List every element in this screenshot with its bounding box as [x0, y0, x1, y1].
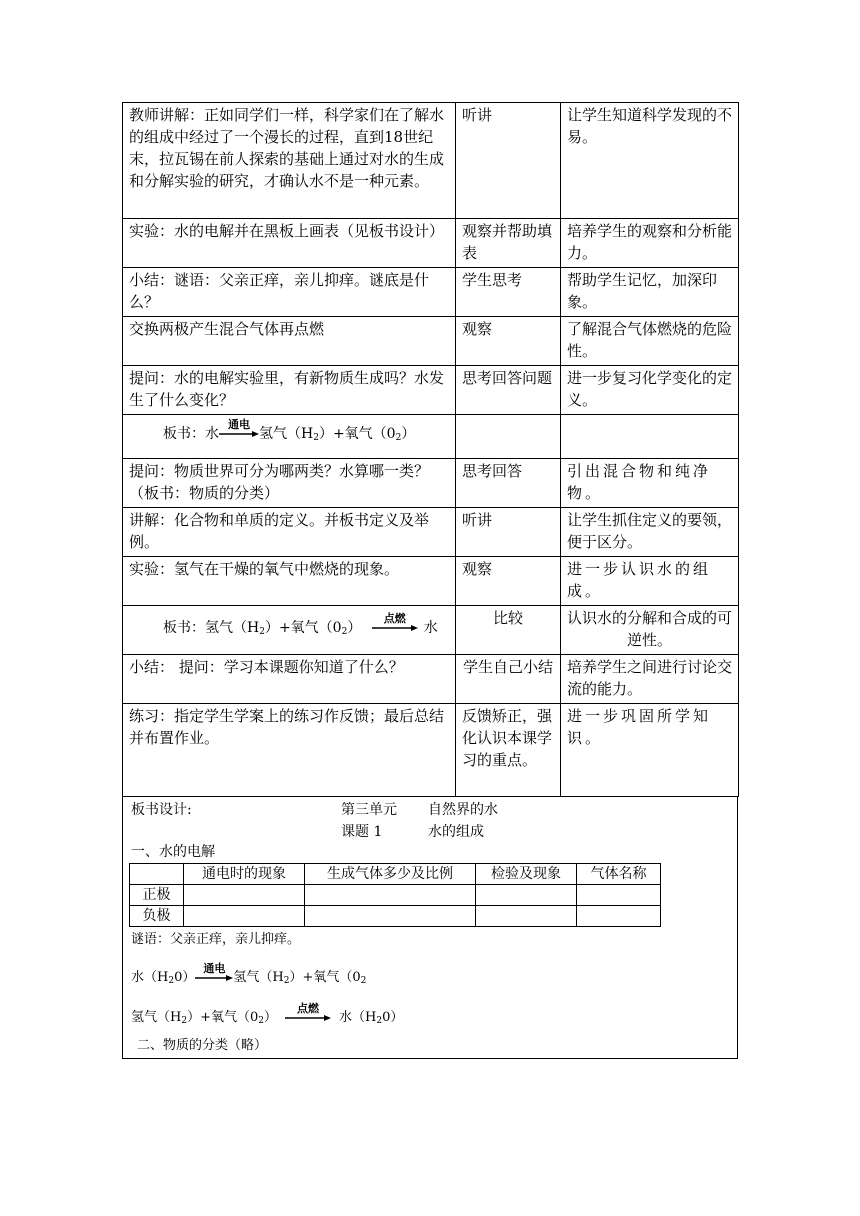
board-equation	[163, 418, 416, 443]
table-row	[130, 864, 661, 885]
empty-cell	[476, 885, 577, 906]
design-intent: 进一步认识水的组成。	[561, 557, 739, 606]
student-activity: 观察	[456, 317, 561, 366]
table-row	[123, 508, 739, 557]
board-equation-cell	[123, 415, 456, 459]
table-row	[123, 606, 739, 655]
table-row	[123, 557, 739, 606]
lesson-name: 水的组成	[428, 824, 484, 840]
water-label: 水	[423, 619, 438, 636]
close-paren: ）	[401, 426, 416, 442]
teacher-activity: 实验：水的电解并在黑板上画表（见板书设计）	[123, 219, 456, 268]
row-label: 负极	[130, 906, 184, 927]
teacher-activity: 小结： 提问：学习本课题你知道了什么？	[123, 655, 456, 704]
design-label: 板书设计:	[131, 802, 192, 818]
hydrogen-label: 氢气（H	[205, 619, 260, 636]
table-row	[123, 317, 739, 366]
section-heading: 二、物质的分类（略）	[137, 1038, 268, 1053]
equation-electrolysis	[131, 961, 367, 990]
teacher-activity: 实验：氢气在干燥的氧气中燃烧的现象。	[123, 557, 456, 606]
table-row	[123, 415, 739, 459]
design-intent: 让学生知道科学发现的不易。	[561, 103, 739, 219]
teacher-activity: 教师讲解：正如同学们一样，科学家们在了解水的组成中经过了一个漫长的过程，直到18世纪末，拉瓦锡在前人探索的基础上通过对水的生成和分解实验的研究，才确认水不是一种元素。	[123, 103, 456, 219]
design-intent	[561, 415, 739, 459]
equation-combustion	[131, 1001, 404, 1030]
unit-name: 自然界的水	[428, 802, 498, 818]
design-intent: 帮助学生记忆，加深印象。	[561, 268, 739, 317]
close-paren: ）	[347, 619, 362, 636]
design-intent: 了解混合气体燃烧的危险性。	[561, 317, 739, 366]
empty-cell	[305, 906, 476, 927]
empty-cell	[476, 906, 577, 927]
board-design-section	[122, 797, 738, 1059]
table-row	[123, 704, 739, 797]
oxygen-label: ）+氧气（0	[318, 426, 396, 442]
water-formula: 水（H	[131, 970, 169, 985]
riddle-text: 谜语：父亲正痒，亲儿抑痒。	[131, 932, 301, 947]
water-label: 水	[205, 426, 219, 442]
teacher-activity: 提问：物质世界可分为哪两类？水算哪一类？（板书：物质的分类）	[123, 459, 456, 508]
table-row	[130, 885, 661, 906]
empty-cell	[305, 885, 476, 906]
design-intent: 让学生抓住定义的要领，便于区分。	[561, 508, 739, 557]
subscript: 2	[181, 1016, 188, 1026]
close-paren: 0）	[382, 1010, 404, 1025]
table-row	[123, 655, 739, 704]
student-activity: 思考回答问题	[456, 366, 561, 415]
oxygen-label: ）+氧气（0	[264, 619, 342, 636]
empty-cell	[184, 906, 305, 927]
board-label: 板书：	[163, 619, 205, 636]
water-formula: 水（H	[339, 1010, 377, 1025]
teacher-activity: 讲解：化合物和单质的定义。并板书定义及举例。	[123, 508, 456, 557]
student-activity: 学生思考	[456, 268, 561, 317]
oxygen-label: ）+氧气（0	[289, 970, 361, 985]
subscript: 2	[168, 976, 175, 986]
subscript: 2	[259, 626, 265, 637]
header-cell: 通电时的现象	[184, 864, 305, 885]
teacher-activity: 练习：指定学生学案上的练习作反馈；最后总结并布置作业。	[123, 704, 456, 797]
subscript: 2	[258, 1016, 264, 1026]
design-intent: 进一步复习化学变化的定义。	[561, 366, 739, 415]
empty-cell	[577, 906, 661, 927]
ignition-arrow	[372, 611, 418, 632]
empty-cell	[184, 885, 305, 906]
header-cell: 检验及现象	[476, 864, 577, 885]
teacher-activity: 交换两极产生混合气体再点燃	[123, 317, 456, 366]
header-cell: 气体名称	[577, 864, 661, 885]
design-intent: 培养学生的观察和分析能力。	[561, 219, 739, 268]
electrolysis-arrow	[219, 418, 259, 438]
student-activity: 听讲	[456, 508, 561, 557]
student-activity: 反馈矫正，强化认识本课学习的重点。	[456, 704, 561, 797]
unit-title: 第三单元	[341, 802, 397, 818]
section-heading: 一、水的电解	[131, 844, 215, 860]
observation-table	[129, 863, 661, 927]
teacher-activity: 提问：水的电解实验里，有新物质生成吗？水发生了什么变化？	[123, 366, 456, 415]
table-row	[123, 268, 739, 317]
lesson-table	[122, 102, 739, 797]
student-activity: 比较	[456, 606, 561, 655]
oxygen-label: ）+氧气（0	[187, 1010, 259, 1025]
lesson-document	[122, 102, 738, 1059]
table-row	[123, 366, 739, 415]
table-row	[130, 906, 661, 927]
table-row	[123, 103, 739, 219]
table-row	[123, 219, 739, 268]
lesson-title: 课题 1	[341, 824, 383, 840]
subscript: 2	[341, 626, 348, 637]
table-row	[123, 459, 739, 508]
design-intent: 培养学生之间进行讨论交流的能力。	[561, 655, 739, 704]
subscript: 2	[283, 976, 290, 986]
close-paren: 0）	[174, 970, 196, 985]
student-activity: 思考回答	[456, 459, 561, 508]
student-activity: 观察	[456, 557, 561, 606]
subscript: 2	[313, 433, 319, 443]
hydrogen-label: 氢气（H	[131, 1010, 182, 1025]
student-activity: 观察并帮助填表	[456, 219, 561, 268]
board-equation-cell	[123, 606, 456, 655]
board-label: 板书：	[163, 426, 205, 442]
teacher-activity: 小结：谜语：父亲正痒，亲儿抑痒。谜底是什么？	[123, 268, 456, 317]
hydrogen-label: 氢气（H	[233, 970, 284, 985]
subscript: 2	[395, 433, 402, 443]
arrow-label: 点燃	[383, 611, 406, 625]
arrow-label: 点燃	[297, 1001, 319, 1015]
header-cell: 生成气体多少及比例	[305, 864, 476, 885]
row-label: 正极	[130, 885, 184, 906]
close-paren: ）	[263, 1010, 277, 1025]
student-activity: 听讲	[456, 103, 561, 219]
hydrogen-label: 氢气（H	[259, 426, 314, 442]
design-intent: 认识水的分解和合成的可逆性。	[561, 606, 739, 655]
design-intent: 引出混合物和纯净物。	[561, 459, 739, 508]
header-cell	[130, 864, 184, 885]
board-equation	[163, 611, 438, 637]
subscript: 2	[360, 976, 367, 986]
empty-cell	[577, 885, 661, 906]
subscript: 2	[376, 1016, 383, 1026]
electrolysis-arrow	[195, 961, 233, 982]
arrow-label: 通电	[228, 418, 250, 431]
ignition-arrow	[285, 1001, 331, 1022]
student-activity	[456, 415, 561, 459]
design-intent: 进一步巩固所学知识。	[561, 704, 739, 797]
student-activity: 学生自己小结	[456, 655, 561, 704]
arrow-label: 通电	[203, 961, 226, 975]
